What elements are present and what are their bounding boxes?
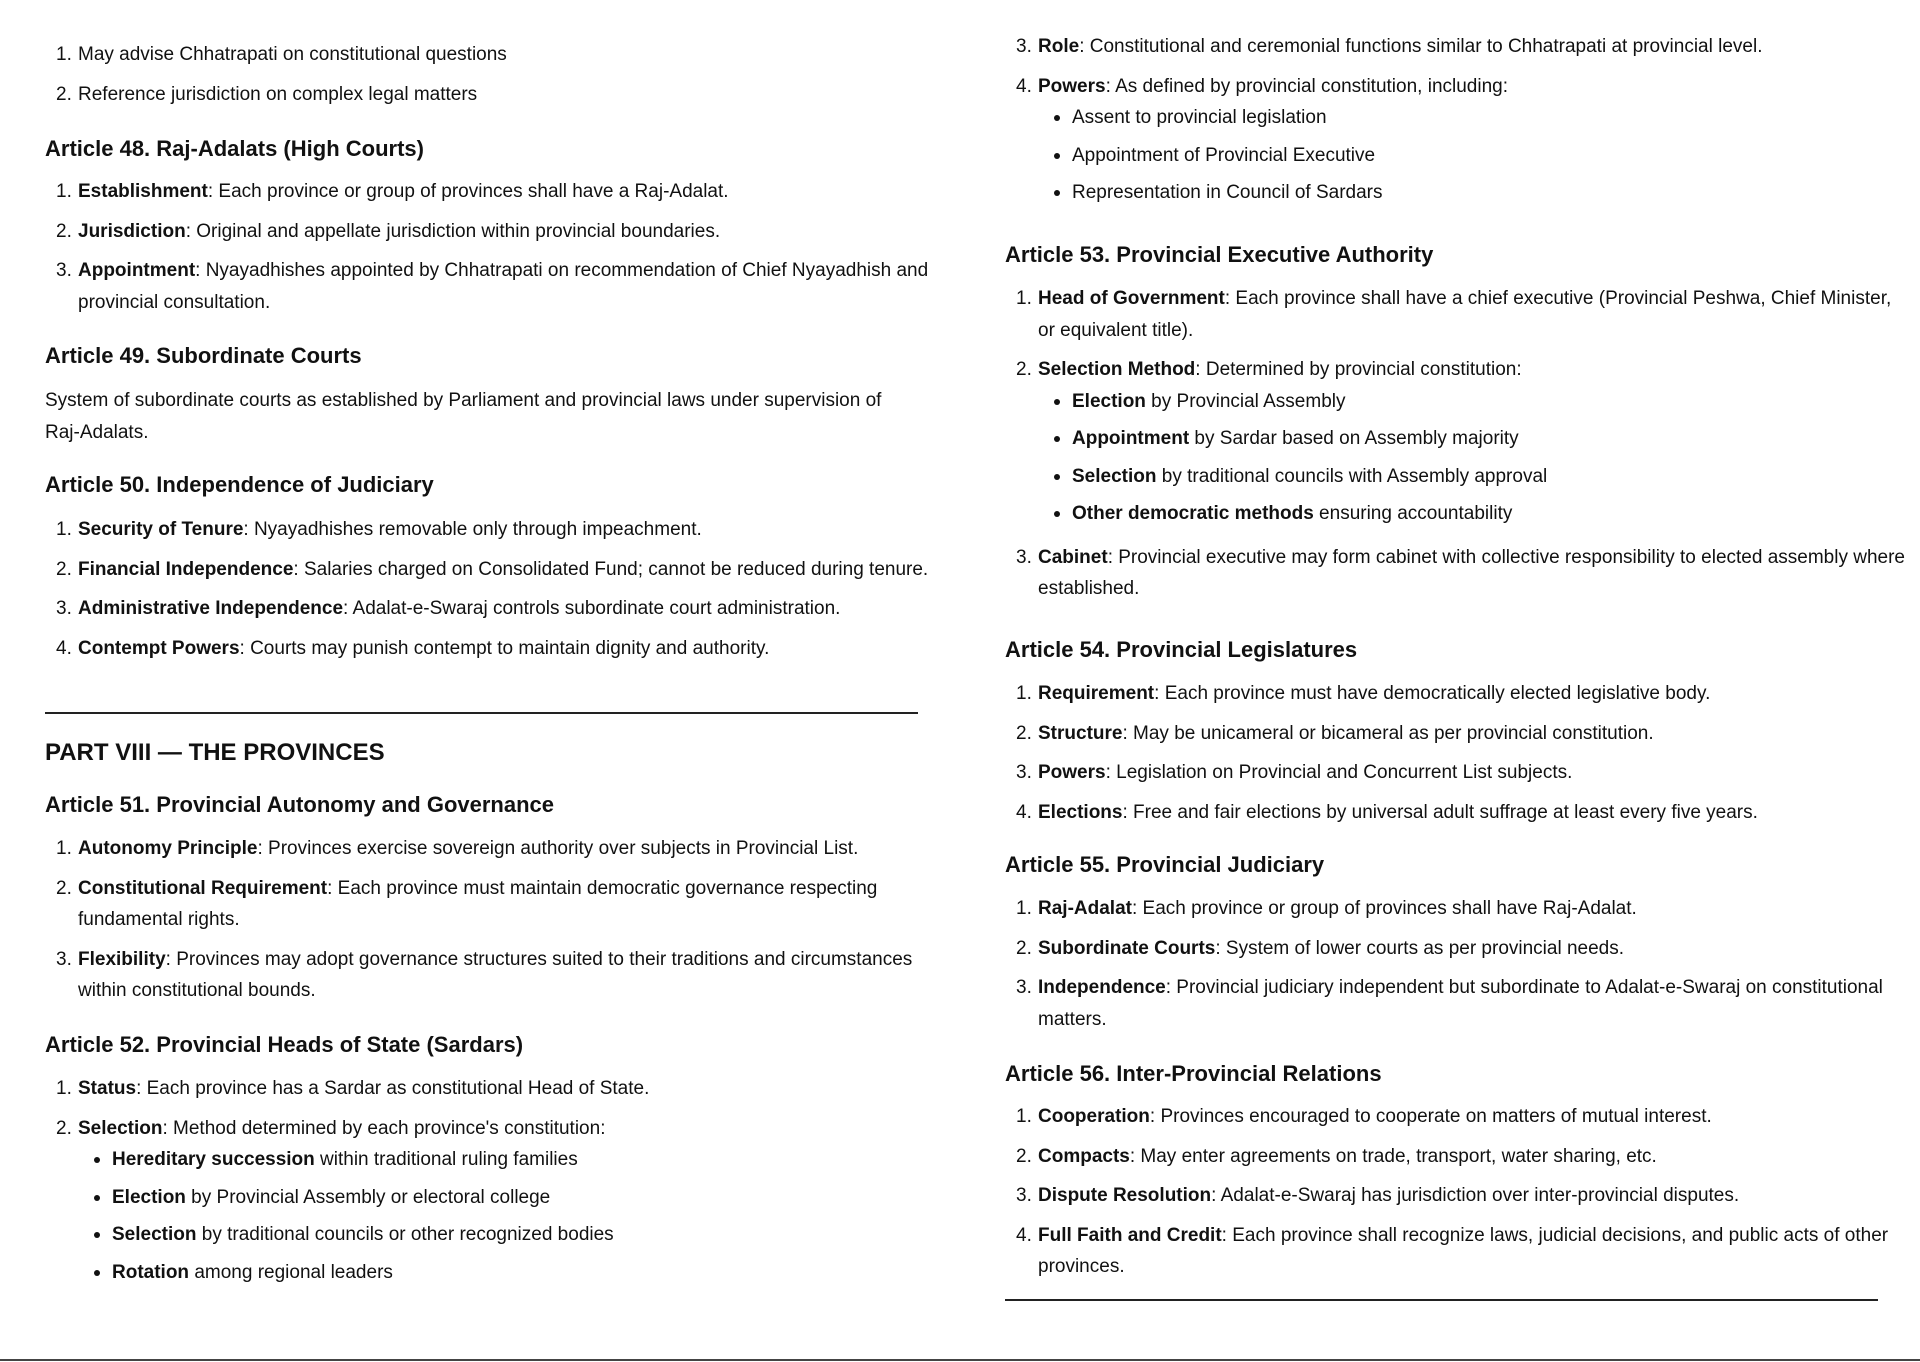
- article-52-continued-list: [1005, 31, 1911, 209]
- bullet-item: Election by Provincial Assembly or electoral college: [112, 1182, 951, 1214]
- list-item: 1. May advise Chhatrapati on constitutional questions: [56, 44, 507, 65]
- section-divider: [45, 712, 918, 714]
- article-50-list: [45, 514, 951, 664]
- article-50-heading: Article 50. Independence of Judiciary: [45, 472, 434, 497]
- list-item: 1. Establishment: Each province or group of provinces shall have a Raj-Adalat.: [56, 181, 729, 202]
- article-51-list: [45, 833, 951, 1007]
- list-item: 4. Full Faith and Credit: Each province shall recognize laws, judicial decisions, and public acts of other provinces.: [1016, 1224, 1889, 1277]
- article-54-list: [1005, 678, 1911, 828]
- list-item: 3. Administrative Independence: Adalat-e-Swaraj controls subordinate court administration.: [56, 598, 841, 619]
- list-item: 2. Constitutional Requirement: Each province must maintain democratic governance respecting fundamental rights.: [56, 877, 878, 930]
- bullet-item: Hereditary succession within traditional ruling families: [112, 1144, 951, 1176]
- list-item: 1. Cooperation: Provinces encouraged to cooperate on matters of mutual interest.: [1016, 1106, 1712, 1127]
- list-item: 1. Autonomy Principle: Provinces exercise sovereign authority over subjects in Provincial List.: [56, 838, 859, 859]
- article-48-heading: Article 48. Raj-Adalats (High Courts): [45, 136, 424, 161]
- bullet-item: Selection by traditional councils or other recognized bodies: [112, 1219, 951, 1251]
- list-item: 1. Status: Each province has a Sardar as constitutional Head of State.: [56, 1078, 650, 1099]
- sardar-powers-list: [1038, 102, 1911, 209]
- list-item: 2. Compacts: May enter agreements on trade, transport, water sharing, etc.: [1016, 1145, 1657, 1167]
- list-item: 2. Structure: May be unicameral or bicameral as per provincial constitution.: [1016, 722, 1654, 744]
- bullet-item: Rotation among regional leaders: [112, 1257, 951, 1289]
- article-55-list: [1005, 893, 1911, 1035]
- list-item: 2. Financial Independence: Salaries charged on Consolidated Fund; cannot be reduced during tenure.: [56, 558, 929, 580]
- article-54-heading: Article 54. Provincial Legislatures: [1005, 637, 1358, 662]
- part-viii-heading: PART VIII — THE PROVINCES: [45, 739, 385, 766]
- article-56-list: [1005, 1101, 1911, 1283]
- list-item: 1. Raj-Adalat: Each province or group of provinces shall have Raj-Adalat.: [1016, 898, 1637, 919]
- list-item: 2. Jurisdiction: Original and appellate jurisdiction within provincial boundaries.: [56, 220, 721, 242]
- article-47-continued-list: [45, 39, 951, 110]
- page-bottom-border: [0, 1359, 1920, 1361]
- list-item: 2. Subordinate Courts: System of lower courts as per provincial needs.: [1016, 937, 1625, 959]
- article-51-heading: Article 51. Provincial Autonomy and Governance: [45, 792, 554, 817]
- article-56-heading: Article 56. Inter-Provincial Relations: [1005, 1061, 1382, 1086]
- selection-methods-list: [78, 1144, 951, 1288]
- list-item: 1. Requirement: Each province must have democratically elected legislative body.: [1016, 683, 1711, 704]
- list-item: 3. Independence: Provincial judiciary independent but subordinate to Adalat-e-Swaraj on constitutional matters.: [1016, 977, 1883, 1030]
- list-item: 3. Appointment: Nyayadhishes appointed by Chhatrapati on recommendation of Chief Nyayadhish and provincial consultation.: [56, 260, 929, 313]
- article-53-heading: Article 53. Provincial Executive Authority: [1005, 242, 1434, 267]
- list-item: 2. Selection: Method determined by each province's constitution: Hereditary succession within traditional ruling families Election by Provincial Assembly or electoral college Selection by traditional councils or other recognized bodies Rotation among regional leaders: [78, 1113, 951, 1289]
- article-49-body: System of subordinate courts as established by Parliament and provincial laws under supervision of Raj-Adalats.: [45, 390, 882, 443]
- bullet-item: Appointment by Sardar based on Assembly majority: [1072, 423, 1911, 455]
- article-52-list: [45, 1073, 951, 1288]
- list-item: 3. Powers: Legislation on Provincial and Concurrent List subjects.: [1016, 762, 1573, 783]
- bullet-item: Assent to provincial legislation: [1072, 102, 1911, 134]
- executive-selection-list: [1038, 386, 1911, 530]
- article-52-heading: Article 52. Provincial Heads of State (Sardars): [45, 1032, 524, 1057]
- list-item: 3. Flexibility: Provinces may adopt governance structures suited to their traditions and circumstances within constitutional bounds.: [56, 948, 913, 1001]
- list-item: 3. Role: Constitutional and ceremonial functions similar to Chhatrapati at provincial level.: [1016, 36, 1763, 57]
- article-49-heading: Article 49. Subordinate Courts: [45, 343, 362, 368]
- list-item: 2. Reference jurisdiction on complex legal matters: [56, 83, 478, 105]
- list-item: 1. Security of Tenure: Nyayadhishes removable only through impeachment.: [56, 519, 702, 540]
- bullet-item: Representation in Council of Sardars: [1072, 177, 1911, 209]
- bullet-item: Selection by traditional councils with Assembly approval: [1072, 461, 1911, 493]
- list-item: 4. Contempt Powers: Courts may punish contempt to maintain dignity and authority.: [56, 637, 770, 659]
- list-item: 1. Head of Government: Each province shall have a chief executive (Provincial Peshwa, Chief Minister, or equivalent title).: [1016, 288, 1892, 341]
- section-divider: [1005, 1299, 1878, 1301]
- article-53-list: [1005, 283, 1911, 605]
- list-item: 3. Dispute Resolution: Adalat-e-Swaraj has jurisdiction over inter-provincial disputes.: [1016, 1185, 1740, 1206]
- bullet-item: Other democratic methods ensuring accountability: [1072, 498, 1911, 530]
- bullet-item: Appointment of Provincial Executive: [1072, 140, 1911, 172]
- article-55-heading: Article 55. Provincial Judiciary: [1005, 852, 1325, 877]
- list-item: 4. Elections: Free and fair elections by universal adult suffrage at least every five years.: [1016, 801, 1758, 823]
- list-item: 3. Cabinet: Provincial executive may form cabinet with collective responsibility to elected assembly where established.: [1016, 546, 1905, 599]
- bullet-item: Election by Provincial Assembly: [1072, 386, 1911, 418]
- article-48-list: [45, 176, 951, 318]
- list-item: 2. Selection Method: Determined by provincial constitution: Election by Provincial Assembly Appointment by Sardar based on Assembly majority Selection by traditional councils with Assembly approval Other democratic methods ensuring accountability: [1038, 354, 1911, 530]
- list-item: 4. Powers: As defined by provincial constitution, including: Assent to provincial legislation Appointment of Provincial Executive Representation in Council of Sardars: [1038, 71, 1911, 209]
